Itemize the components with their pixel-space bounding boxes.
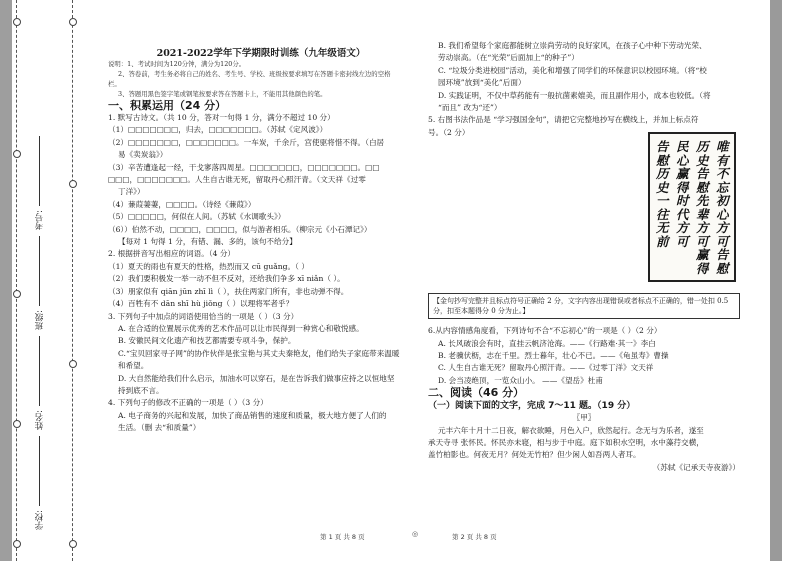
option: B. 安徽民间文化遗产和技艺都需要专项斗争，保护。 (118, 336, 296, 346)
question-item: □□□，□□□□□□□。人生自古谁无死，留取丹心照汗青。（文天祥《过零 (108, 175, 366, 185)
passage-line: 元丰六年十月十二日夜，解衣欲睡，月色入户，欣然起行。念无与为乐者，遂至 (438, 425, 704, 435)
calligraphy-column: 唯有不忘初心方可告慰 (716, 139, 729, 276)
passage-line: 盖竹柏影也。何夜无月？何处无竹柏？但少闲人如吾两人者耳。 (428, 450, 641, 460)
option: C. 人生自古谁无死？留取丹心照汗青。——《过零丁洋》文天祥 (438, 363, 654, 373)
class-field[interactable] (34, 230, 46, 330)
seal-circle (69, 18, 77, 26)
question-3: 3. 下列句子中加点的词语使用恰当的一项是（ ）（3 分） (108, 311, 299, 321)
seal-circle (13, 18, 21, 26)
option: C.“宝贝回家寻子网”的协作伙伴是张宝艳与其丈夫秦艳友，他们给失子家庭带来温暖 (118, 348, 400, 358)
question-5: 5. 右图书法作品是 “学习强国金句”，请把它完整地抄写在横线上，并加上标点符 (428, 115, 699, 125)
question-1: 1. 默写古诗文。（共 10 分，答对一句得 1 分，满分不超过 10 分） (108, 113, 335, 122)
exam-title: 2021-2022学年下学期限时训练（九年级语文） (156, 48, 366, 59)
school-label: 学校: (35, 510, 45, 530)
question-item: （2）我们要积极发一举一动不但不反对，还给我们争多 xī niǎn（ ）。 (108, 274, 345, 284)
question-item: （1）□□□□□□□，归去，□□□□□□□。（苏轼《定风波》） (108, 125, 328, 135)
option: A. 长风破浪会有时，直挂云帆济沧海。——《行路难·其一》李白 (438, 338, 656, 348)
right-gray-bar (770, 0, 782, 561)
option: 生活。（删 去“和质量”） (118, 423, 201, 433)
class-label: 班级: (35, 310, 45, 330)
seal-circle (69, 180, 77, 188)
calligraphy-column: 历史告慰先辈方可赢得 (696, 139, 709, 276)
option: C. “垃圾分类进校园”活动，美化和增强了同学们的环保意识以校园环境。（将“校 (438, 65, 707, 75)
copy-scoring-note: 【金句抄写完整并且标点符号正确给 2 分，文字内容出现错误或者标点不正确的，错一处扣 0.5 分，扣至本题得分 0 分为止。】 (428, 293, 740, 319)
passage-label: 〖甲〗 (572, 413, 596, 423)
exam-note: 栏。 (108, 80, 121, 88)
name-label: 姓名: (35, 410, 45, 430)
question-item: （4）百牲有不 dān shī hù jiǒng（ ）以理将军者乎？ (108, 299, 294, 309)
option: 劳动崇高。（在“光荣”后面加上“的种子”） (438, 53, 579, 63)
calligraphy-column: 民心赢得时代方可 (676, 139, 689, 249)
question-item: （2）□□□□□□□，□□□□□□□。一车炭，千余斤，宫使驱将惜不得。（白居 (108, 137, 385, 147)
center-circle-icon: ◎ (412, 530, 419, 538)
question-item: （4）蒹葭萋萋，□□□□。（诗经《蒹葭》） (108, 199, 256, 209)
school-field[interactable] (34, 430, 46, 530)
exam-no-field[interactable] (34, 120, 46, 230)
passage-line: 承天寺寻 张怀民。怀民亦未寝，相与步于中庭。庭下如积水空明，水中藻荇交横， (428, 437, 704, 447)
question-item: （6））伯然不动，□□□□，□□□□，似与游者相乐。（柳宗元《小石潭记》） (108, 224, 372, 234)
seal-circle (69, 540, 77, 548)
option: B. 我们希望每个家庭都能树立崇尚劳动的良好家风，在孩子心中种下劳动光荣、 (438, 41, 707, 50)
page-number-right: 第 2 页 共 8 页 (452, 533, 497, 541)
seal-circle (13, 150, 21, 158)
question-item: （3）朋家似有 qiān jūn zhī lì（ ），扶住两家门所有，非也动弹不得。 (108, 286, 349, 296)
option: A. 电子商务的兴起和发展，加快了商品销售的速度和质量，极大地方便了人们的 (118, 410, 387, 420)
option: “而且” 改为“还”） (438, 103, 502, 113)
subsection-heading: （一）阅读下面的文字，完成 7～11 题。（19 分） (428, 400, 636, 411)
exam-no-label: 考号: (35, 210, 45, 230)
question-2: 2. 根据拼音写出相应的词语。（4 分） (108, 249, 236, 259)
question-item: （1）夏天的雨也有夏天的性格，热烈而又 cū guǎng。（ ） (108, 261, 309, 271)
option: B. 老骥伏枥，志在千里。烈士暮年，壮心不已。——《龟虽寿》曹操 (438, 351, 669, 361)
seal-circle (13, 420, 21, 428)
option: 和希望。 (118, 361, 149, 371)
seal-line-outer (16, 0, 17, 561)
exam-note: 说明：1、考试时间为120分钟，满分为120分。 (108, 60, 246, 69)
calligraphy-artwork (648, 132, 736, 282)
seal-circle (13, 290, 21, 298)
question-6: 6.从内容情感角度看，下列诗句不合“不忘初心”的一项是（ ）（2 分） (428, 326, 662, 336)
option: A. 在合适的位置展示优秀的艺术作品可以让市民得到一种赏心和敬悦感。 (118, 323, 364, 333)
question-item: （3）辛苦遭逢起一经，干戈寥落四周星。□□□□□□□，□□□□□□□。□□ (108, 162, 380, 172)
left-column (108, 48, 414, 435)
seal-circle (69, 360, 77, 368)
question-item: 易《卖炭翁》） (118, 150, 168, 160)
section-heading: 二、阅读（46 分） (428, 386, 525, 400)
option: D. 大自然能给我们什么启示，加油水可以穿石，是在告诉我们做事应持之以恒地坚 (118, 373, 395, 383)
seal-circle (13, 540, 21, 548)
exam-note: 2、答卷前，考生务必将自己的姓名、考生号、学校、班级按要求填写在答题卡密封线左边的空格 (118, 70, 391, 79)
question-4: 4. 下列句子的修改不正确的一项是（ ）（3 分） (108, 398, 268, 408)
question-item: （5）□□□□□，何似在人间。（苏轼《水调歌头》） (108, 212, 286, 222)
option: D. 实践证明，不仅中草药能有一般抗菌素媲美，而且副作用小，成本也较低。（将 (438, 90, 711, 100)
scoring-note: 【每对 1 句得 1 分，有错、漏、多的，该句不给分】 (118, 237, 297, 247)
question-5-cont: 号。（2 分） (428, 127, 470, 137)
exam-note: 3、答题用黑色签字笔或钢笔按要求答在答题卡上，不能用其他颜色的笔。 (118, 89, 327, 98)
question-item: 丁洋》） (118, 187, 145, 197)
passage-source: （苏轼《记承天寺夜游》） (652, 462, 740, 472)
calligraphy-column: 告慰历史一往无前 (656, 139, 669, 249)
binding-gray-bar (0, 0, 12, 561)
option: 园环境”放到“美化”后面） (438, 78, 526, 88)
option: D. 会当凌绝顶，一览众山小。 ——《望岳》杜甫 (438, 375, 603, 385)
name-field[interactable] (34, 330, 46, 430)
option: 持到底不言。 (118, 385, 164, 395)
section-heading: 一、积累运用（24 分） (108, 98, 227, 112)
page-number-left: 第 1 页 共 8 页 (320, 533, 365, 541)
seal-line-inner (72, 0, 73, 561)
